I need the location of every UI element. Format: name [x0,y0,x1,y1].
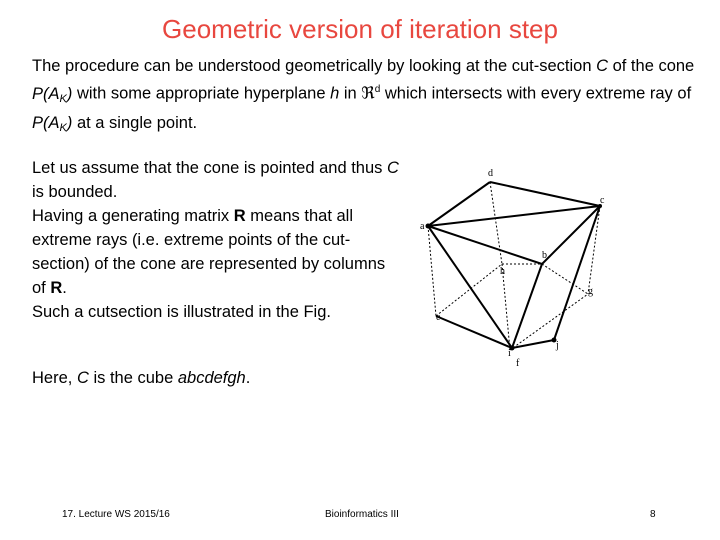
label-g: g [588,286,593,297]
label-f: f [516,358,520,369]
label-a: a [420,221,425,232]
slide-title: Geometric version of iteration step [162,14,558,44]
edge-d-h [490,182,502,264]
edge-d-c [490,182,600,206]
edge-c-b [542,206,600,264]
assumption-paragraph: Let us assume that the cone is pointed and thus C is bounded. Having a generating matrix R means that all extreme rays (i.e. extreme points of the cut-section) of the cone are represented by columns of R. Such a cutsection is illustrated in the Fig. [32,159,399,321]
edge-b-g [542,264,588,294]
real-space-symbol: ℜ [361,84,375,103]
edge-e-h [436,264,502,316]
intro-paragraph: The procedure can be understood geometrically by looking at the cut-section C of the cone $P(A_K)$ with some appropriate hyperplane h in ℜ$^d$ which intersects with every extreme ray of $P(A_K)$ at a single point. [32,57,695,134]
set-c: C [596,57,608,75]
label-h: h [500,266,505,277]
edge-j-c [554,206,600,340]
edge-a-e [428,226,436,316]
label-e: e [436,312,441,323]
edge-c-g [588,206,600,294]
point-a [426,224,431,229]
cube-paragraph: Here, C is the cube abcdefgh. [32,369,251,387]
cube-figure [416,164,616,374]
label-d: d [488,168,493,179]
label-b: b [542,250,547,261]
edge-i-j [512,340,554,348]
label-c: c [600,195,605,206]
footer-page-number: 8 [650,509,656,520]
label-j: j [556,340,559,351]
edge-a-b [428,226,542,264]
edge-i-b [512,264,542,348]
footer-course: Bioinformatics III [325,509,399,520]
footer-lecture: 17. Lecture WS 2015/16 [62,509,170,520]
edge-a-c [428,206,600,226]
label-i: i [508,348,511,359]
